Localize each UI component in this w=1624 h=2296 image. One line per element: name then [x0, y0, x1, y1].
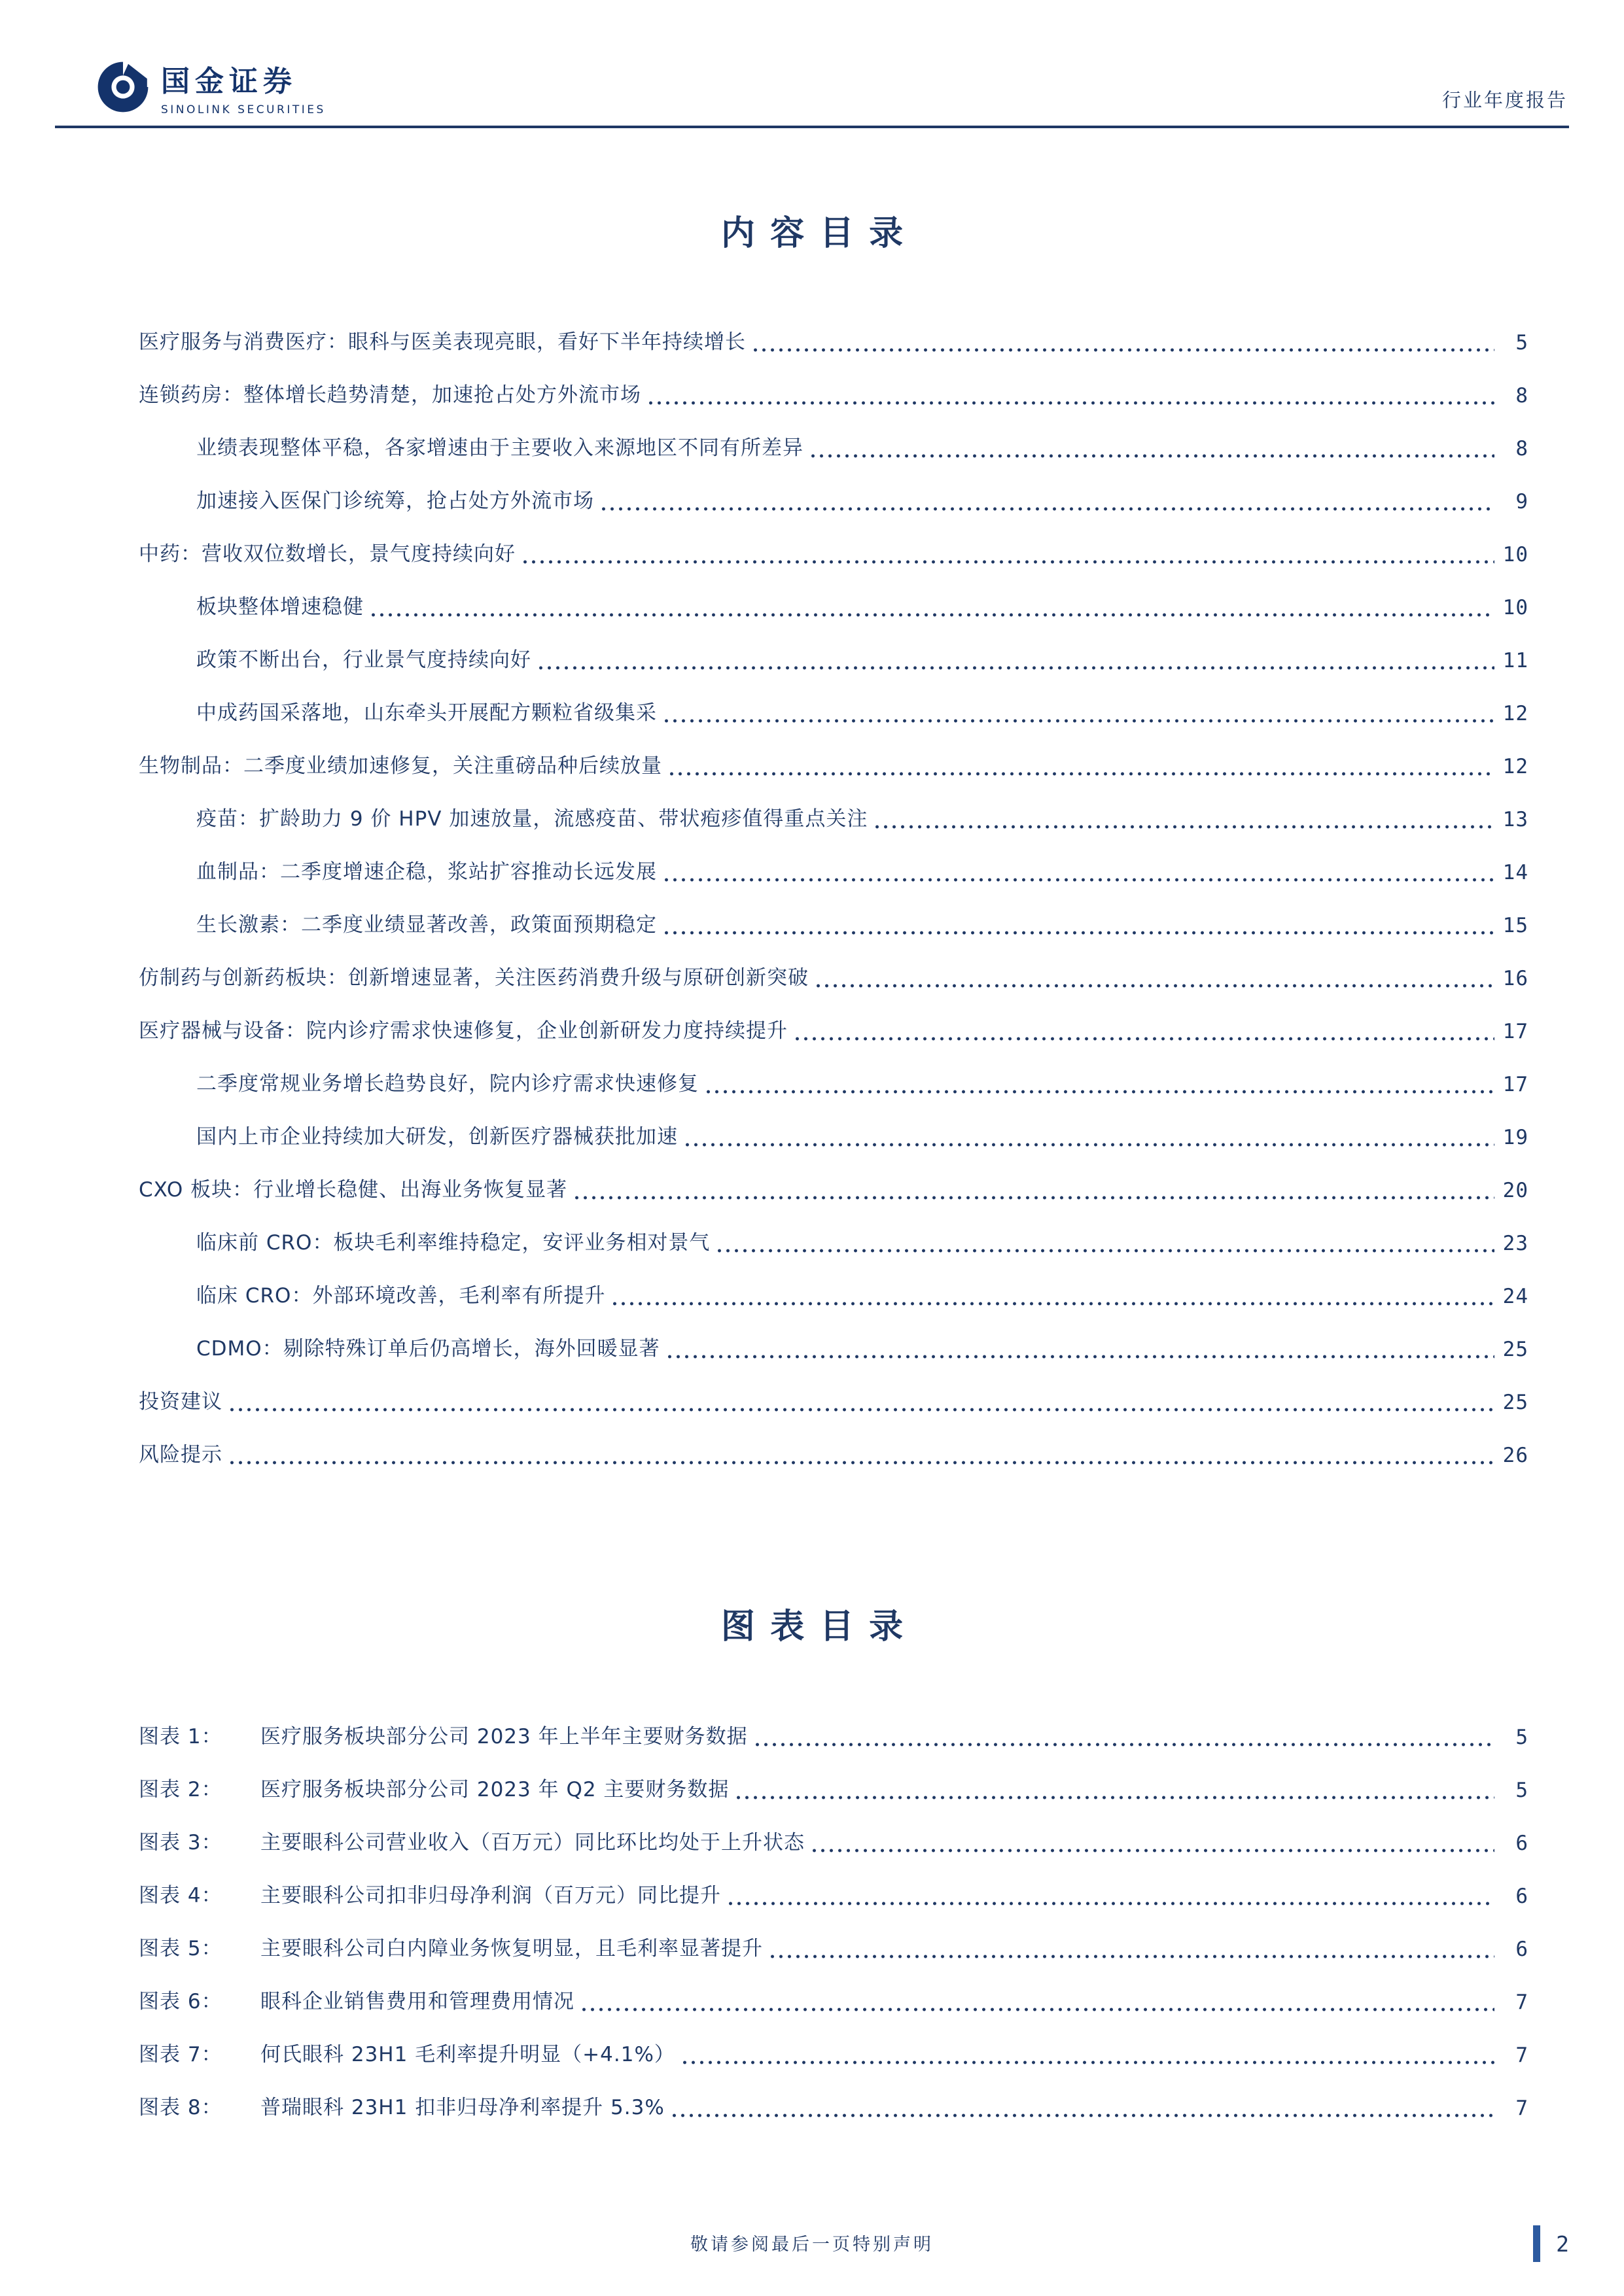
entry-page-number: 6 — [1515, 1832, 1528, 1855]
toc-entry[interactable] — [139, 577, 1528, 630]
figure-list — [139, 1707, 1528, 2131]
figure-toc-entry[interactable] — [139, 1919, 1528, 1972]
entry-page-number: 15 — [1502, 914, 1528, 937]
entry-text: 临床 CRO：外部环境改善，毛利率有所提升 — [196, 1284, 606, 1308]
entry-text: 投资建议 — [139, 1390, 222, 1414]
dotted-leader — [768, 1941, 1494, 1961]
toc-entry[interactable] — [139, 1266, 1528, 1319]
entry-text: 板块整体增速稳健 — [196, 595, 364, 619]
dotted-leader — [537, 652, 1494, 672]
entry-page-number: 14 — [1502, 861, 1528, 884]
entry-page-number: 23 — [1502, 1232, 1528, 1255]
entry-page-number: 5 — [1515, 1779, 1528, 1802]
toc-entry[interactable] — [139, 1054, 1528, 1107]
entry-page-number: 20 — [1502, 1179, 1528, 1202]
entry-page-number: 8 — [1515, 384, 1528, 408]
page-number-value: 2 — [1556, 2231, 1569, 2257]
figure-label: 图表 3： — [139, 1831, 222, 1854]
entry-text: 医疗服务与消费医疗：眼科与医美表现亮眼，看好下半年持续增长 — [139, 330, 746, 354]
toc-entry[interactable] — [139, 1160, 1528, 1213]
toc-entry[interactable] — [139, 895, 1528, 948]
entry-text: 临床前 CRO：板块毛利率维持稳定，安评业务相对景气 — [196, 1231, 711, 1255]
entry-text: 中成药国采落地，山东牵头开展配方颗粒省级集采 — [196, 701, 657, 725]
entry-text: 血制品：二季度增速企稳，浆站扩容推动长远发展 — [196, 860, 657, 884]
entry-page-number: 6 — [1515, 1885, 1528, 1908]
dotted-leader — [751, 334, 1494, 355]
dotted-leader — [793, 1023, 1494, 1043]
entry-page-number: 12 — [1502, 755, 1528, 778]
entry-text: 仿制药与创新药板块：创新增速显著，关注医药消费升级与原研创新突破 — [139, 966, 809, 990]
dotted-leader — [580, 1994, 1494, 2014]
entry-text: 政策不断出台，行业景气度持续向好 — [196, 648, 531, 672]
dotted-leader — [662, 917, 1494, 937]
dotted-leader — [810, 1835, 1494, 1855]
entry-page-number: 5 — [1515, 1726, 1528, 1749]
toc-entry[interactable] — [139, 1213, 1528, 1266]
dotted-leader — [228, 1394, 1494, 1414]
dotted-leader — [680, 2047, 1494, 2067]
dotted-leader — [726, 1888, 1494, 1908]
entry-page-number: 16 — [1502, 967, 1528, 990]
toc-entry[interactable] — [139, 1001, 1528, 1054]
dotted-leader — [809, 440, 1494, 461]
header — [0, 0, 1624, 126]
dotted-leader — [814, 970, 1494, 990]
dotted-leader — [521, 546, 1494, 566]
toc-entry[interactable] — [139, 524, 1528, 577]
figure-toc-entry[interactable] — [139, 1866, 1528, 1919]
entry-text: 连锁药房：整体增长趋势清楚，加速抢占处方外流市场 — [139, 383, 641, 407]
page-number-bar — [1533, 2225, 1540, 2262]
figure-toc-entry[interactable] — [139, 2078, 1528, 2131]
entry-text: CXO 板块：行业增长稳健、出海业务恢复显著 — [139, 1178, 568, 1202]
entry-text: 中药：营收双位数增长，景气度持续向好 — [139, 542, 516, 566]
toc-entry[interactable] — [139, 789, 1528, 842]
dotted-leader — [573, 1182, 1494, 1202]
figure-toc-entry[interactable] — [139, 1760, 1528, 1813]
dotted-leader — [715, 1235, 1494, 1255]
toc-entry[interactable] — [139, 736, 1528, 789]
dotted-leader — [734, 1782, 1494, 1802]
entry-page-number: 24 — [1502, 1285, 1528, 1308]
entry-page-number: 19 — [1502, 1126, 1528, 1149]
entry-page-number: 7 — [1515, 2044, 1528, 2067]
figure-toc-entry[interactable] — [139, 2025, 1528, 2078]
entry-text: 风险提示 — [139, 1443, 222, 1467]
toc-entry[interactable] — [139, 683, 1528, 736]
entry-page-number: 10 — [1502, 543, 1528, 566]
dotted-leader — [662, 864, 1494, 884]
entry-page-number: 8 — [1515, 437, 1528, 461]
dotted-leader — [667, 758, 1494, 778]
entry-text: 疫苗：扩龄助力 9 价 HPV 加速放量，流感疫苗、带状疱疹值得重点关注 — [196, 807, 868, 831]
toc-entry[interactable] — [139, 471, 1528, 524]
entry-page-number: 9 — [1515, 490, 1528, 513]
toc-entry[interactable] — [139, 1319, 1528, 1372]
toc-entry[interactable] — [139, 418, 1528, 471]
toc-entry[interactable] — [139, 1107, 1528, 1160]
entry-text: 国内上市企业持续加大研发，创新医疗器械获批加速 — [196, 1125, 678, 1149]
figure-label: 图表 6： — [139, 1990, 222, 2013]
dotted-leader — [228, 1447, 1494, 1467]
entry-page-number: 11 — [1502, 649, 1528, 672]
entry-text: 生物制品：二季度业绩加速修复，关注重磅品种后续放量 — [139, 754, 662, 778]
figure-toc-entry[interactable] — [139, 1972, 1528, 2025]
figure-toc-entry[interactable] — [139, 1813, 1528, 1866]
entry-page-number: 26 — [1502, 1444, 1528, 1467]
figures-title: 图表目录 — [720, 1607, 919, 1646]
entry-page-number: 7 — [1515, 1991, 1528, 2014]
dotted-leader — [369, 599, 1494, 619]
figure-label: 图表 5： — [139, 1937, 222, 1960]
entry-page-number: 12 — [1502, 702, 1528, 725]
dotted-leader — [665, 1341, 1494, 1361]
dotted-leader — [704, 1076, 1494, 1096]
entry-text: 眼科企业销售费用和管理费用情况 — [260, 1990, 574, 2013]
entry-text: CDMO：剔除特殊订单后仍高增长，海外回暖显著 — [196, 1337, 660, 1361]
brand-name-en: SINOLINK SECURITIES — [161, 103, 326, 116]
toc-entry[interactable] — [139, 1425, 1528, 1478]
brand-name: 国金证券 — [161, 65, 297, 98]
entry-text: 加速接入医保门诊统筹，抢占处方外流市场 — [196, 489, 594, 513]
toc-entry[interactable] — [139, 842, 1528, 895]
figure-label: 图表 1： — [139, 1725, 222, 1748]
entry-page-number: 17 — [1502, 1020, 1528, 1043]
entry-page-number: 25 — [1502, 1338, 1528, 1361]
entry-text: 医疗服务板块部分公司 2023 年 Q2 主要财务数据 — [260, 1778, 730, 1801]
entry-text: 普瑞眼科 23H1 扣非归母净利率提升 5.3% — [260, 2096, 665, 2119]
figure-label: 图表 7： — [139, 2043, 222, 2066]
header-divider — [55, 126, 1569, 128]
brand-text — [161, 58, 326, 116]
entry-text: 二季度常规业务增长趋势良好，院内诊疗需求快速修复 — [196, 1072, 699, 1096]
toc-entry[interactable] — [139, 630, 1528, 683]
entry-text: 何氏眼科 23H1 毛利率提升明显（+4.1%） — [260, 2043, 675, 2066]
entry-page-number: 5 — [1515, 331, 1528, 355]
entry-page-number: 6 — [1515, 1938, 1528, 1961]
entry-page-number: 13 — [1502, 808, 1528, 831]
figure-label: 图表 8： — [139, 2096, 222, 2119]
figure-toc-entry[interactable] — [139, 1707, 1528, 1760]
entry-page-number: 10 — [1502, 596, 1528, 619]
dotted-leader — [610, 1288, 1494, 1308]
entry-text: 主要眼科公司白内障业务恢复明显，且毛利率显著提升 — [260, 1937, 763, 1960]
dotted-leader — [646, 387, 1494, 408]
entry-text: 医疗服务板块部分公司 2023 年上半年主要财务数据 — [260, 1725, 748, 1748]
dotted-leader — [753, 1729, 1494, 1749]
footer-disclaimer: 敬请参阅最后一页特别声明 — [690, 2235, 934, 2255]
entry-page-number: 7 — [1515, 2096, 1528, 2120]
toc-entry[interactable] — [139, 365, 1528, 418]
footer-page-number — [1533, 2225, 1569, 2262]
figure-label: 图表 4： — [139, 1884, 222, 1907]
entry-text: 主要眼科公司营业收入（百万元）同比环比均处于上升状态 — [260, 1831, 805, 1854]
dotted-leader — [662, 705, 1494, 725]
entry-text: 生长激素：二季度业绩显著改善，政策面预期稳定 — [196, 913, 657, 937]
brand — [97, 58, 326, 116]
entry-page-number: 17 — [1502, 1073, 1528, 1096]
entry-text: 主要眼科公司扣非归母净利润（百万元）同比提升 — [260, 1884, 721, 1907]
figure-label: 图表 2： — [139, 1778, 222, 1801]
sinolink-logo-icon — [97, 61, 149, 113]
toc-title: 内容目录 — [720, 213, 919, 253]
entry-page-number: 25 — [1502, 1391, 1528, 1414]
report-type-label: 行业年度报告 — [1441, 89, 1568, 111]
entry-text: 医疗器械与设备：院内诊疗需求快速修复，企业创新研发力度持续提升 — [139, 1019, 788, 1043]
dotted-leader — [670, 2100, 1494, 2120]
toc-entry[interactable] — [139, 948, 1528, 1001]
dotted-leader — [599, 493, 1494, 513]
dotted-leader — [683, 1129, 1494, 1149]
entry-text: 业绩表现整体平稳，各家增速由于主要收入来源地区不同有所差异 — [196, 436, 803, 460]
dotted-leader — [873, 811, 1494, 831]
toc-entry[interactable] — [139, 312, 1528, 365]
toc-entry[interactable] — [139, 1372, 1528, 1425]
toc-list — [139, 312, 1528, 1478]
